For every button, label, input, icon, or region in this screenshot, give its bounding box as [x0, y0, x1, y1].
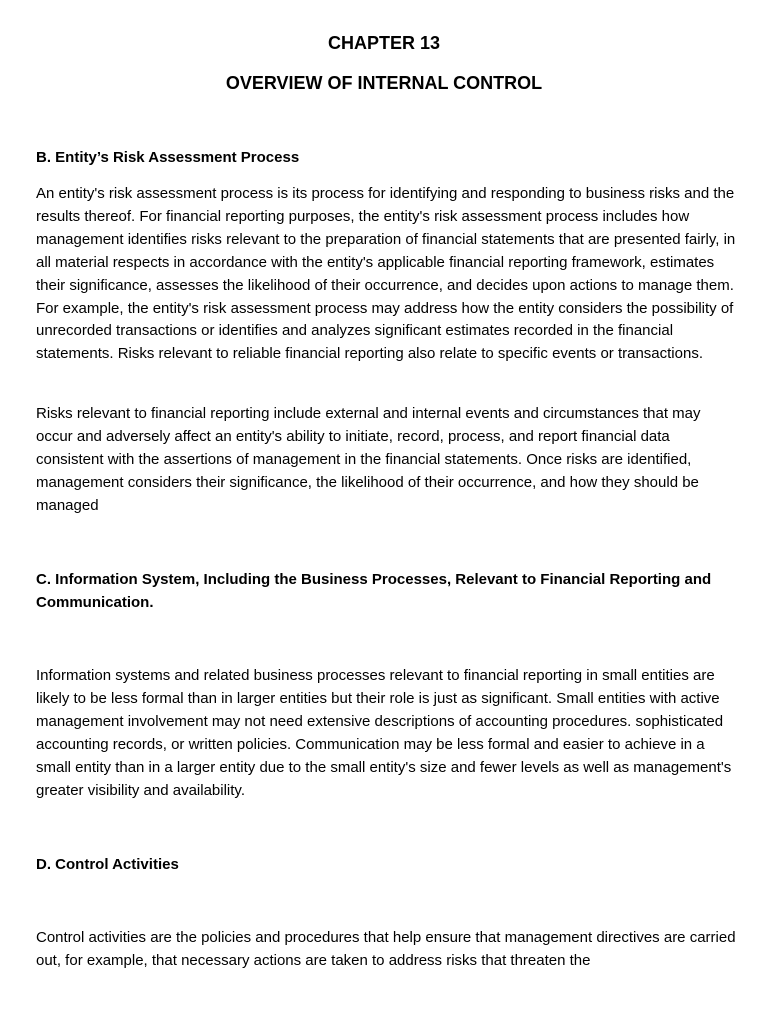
section-paragraph: Risks relevant to financial reporting include external and internal events and circumstances that may occur and adversely affect an entity's ability to initiate, record, process, and report financial data consistent with the assertions of management in the financial statements. Once risks are identified, management considers their significance, the likelihood of their occurrence, and how they should be managed [36, 405, 701, 514]
section-paragraph: An entity's risk assessment process is its process for identifying and responding to business risks and the results thereof. For financial reporting purposes, the entity's risk assessment process includes how management identifies risks relevant to the preparation of financial statements that are presented fairly, in all material respects in accordance with the entity's applicable financial reporting framework, estimates their significance, assesses the likelihood of their occurrence, and decides upon actions to manage them. For example, the entity's risk assessment process may address how the entity considers the possibility of unrecorded transactions or identifies and analyzes significant estimates recorded in the financial statements. Risks relevant to reliable financial reporting also relate to specific events or transactions. [36, 185, 736, 363]
chapter-title: OVERVIEW OF INTERNAL CONTROL [225, 73, 543, 93]
section-paragraph: Control activities are the policies and procedures that help ensure that management directives are carried out, for example, that necessary actions are taken to address risks that threaten the [36, 929, 736, 969]
section-heading-information-system: C. Information System, Including the Business Processes, Relevant to Financial Reporting and Communication. [36, 571, 712, 611]
section-heading-control-activities: D. Control Activities [36, 856, 179, 873]
chapter-number: CHAPTER 13 [327, 33, 441, 53]
section-paragraph: Information systems and related business processes relevant to financial reporting in small entities are likely to be less formal than in larger entities but their role is just as significant. Small entities with active management involvement may not need extensive descriptions of accounting procedures. sophisticated accounting records, or written policies. Communication may be less formal and easier to achieve in a small entity than in a larger entity due to the small entity's size and fewer levels as well as management's greater visibility and availability. [36, 667, 732, 799]
section-heading-risk-assessment: B. Entity’s Risk Assessment Process [36, 149, 300, 166]
